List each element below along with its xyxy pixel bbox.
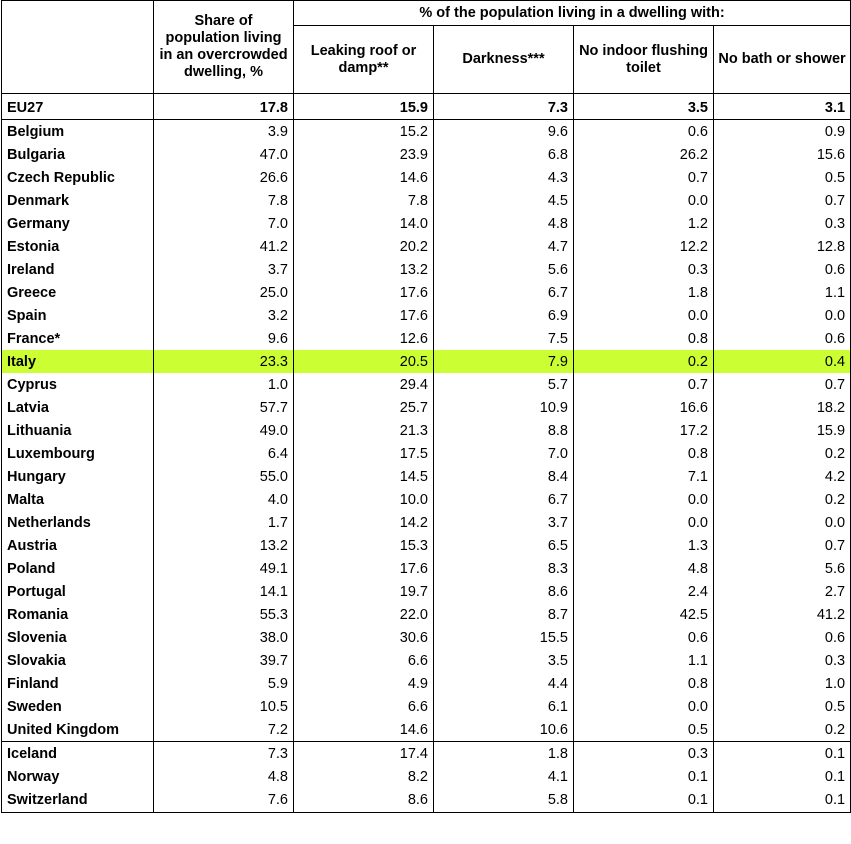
no-bath-cell: 0.0	[714, 511, 851, 534]
leaking-roof-cell: 19.7	[294, 580, 434, 603]
country-cell: Estonia	[2, 235, 154, 258]
no-toilet-cell: 0.7	[574, 373, 714, 396]
country-cell: Hungary	[2, 465, 154, 488]
leaking-roof-cell: 23.9	[294, 143, 434, 166]
table-row-sweden	[2, 695, 851, 718]
leaking-roof-cell: 17.6	[294, 281, 434, 304]
no-toilet-cell: 0.1	[574, 788, 714, 813]
darkness-cell: 4.1	[434, 765, 574, 788]
no-bath-cell: 0.7	[714, 534, 851, 557]
darkness-cell: 4.4	[434, 672, 574, 695]
no-toilet-cell: 16.6	[574, 396, 714, 419]
darkness-cell: 6.7	[434, 488, 574, 511]
table-row-finland	[2, 672, 851, 695]
no-toilet-cell: 26.2	[574, 143, 714, 166]
no-toilet-cell: 0.7	[574, 166, 714, 189]
no-toilet-cell: 2.4	[574, 580, 714, 603]
table-row-slovakia	[2, 649, 851, 672]
table-row-united-kingdom	[2, 718, 851, 742]
darkness-cell: 5.6	[434, 258, 574, 281]
no-bath-cell: 0.1	[714, 788, 851, 813]
darkness-cell: 3.7	[434, 511, 574, 534]
no-bath-cell: 1.0	[714, 672, 851, 695]
no-toilet-cell: 3.5	[574, 94, 714, 120]
leaking-roof-cell: 17.4	[294, 742, 434, 766]
leaking-roof-cell: 14.5	[294, 465, 434, 488]
table-header	[2, 1, 851, 94]
no-bath-cell: 0.5	[714, 695, 851, 718]
no-toilet-cell: 0.5	[574, 718, 714, 742]
country-cell: Luxembourg	[2, 442, 154, 465]
table-row-spain	[2, 304, 851, 327]
table-body	[2, 94, 851, 813]
overcrowded-cell: 25.0	[154, 281, 294, 304]
overcrowded-cell: 14.1	[154, 580, 294, 603]
no-bath-cell: 0.2	[714, 442, 851, 465]
no-bath-cell: 0.9	[714, 120, 851, 144]
country-cell: Romania	[2, 603, 154, 626]
overcrowded-cell: 10.5	[154, 695, 294, 718]
leaking-roof-cell: 4.9	[294, 672, 434, 695]
header-leaking-roof-column: Leaking roof or damp**	[294, 26, 434, 94]
table-row-greece	[2, 281, 851, 304]
overcrowded-cell: 1.0	[154, 373, 294, 396]
darkness-cell: 4.7	[434, 235, 574, 258]
darkness-cell: 6.7	[434, 281, 574, 304]
table-row-poland	[2, 557, 851, 580]
overcrowded-cell: 7.8	[154, 189, 294, 212]
darkness-cell: 4.3	[434, 166, 574, 189]
overcrowded-cell: 5.9	[154, 672, 294, 695]
table-row-france	[2, 327, 851, 350]
country-cell: Bulgaria	[2, 143, 154, 166]
overcrowded-cell: 3.2	[154, 304, 294, 327]
darkness-cell: 4.5	[434, 189, 574, 212]
leaking-roof-cell: 8.6	[294, 788, 434, 813]
table-row-luxembourg	[2, 442, 851, 465]
darkness-cell: 4.8	[434, 212, 574, 235]
table-row-italy	[2, 350, 851, 373]
overcrowded-cell: 38.0	[154, 626, 294, 649]
no-bath-cell: 0.6	[714, 327, 851, 350]
country-cell: Poland	[2, 557, 154, 580]
overcrowded-cell: 7.0	[154, 212, 294, 235]
no-toilet-cell: 0.6	[574, 120, 714, 144]
country-cell: Greece	[2, 281, 154, 304]
darkness-cell: 7.5	[434, 327, 574, 350]
leaking-roof-cell: 14.6	[294, 166, 434, 189]
table-row-germany	[2, 212, 851, 235]
country-cell: Slovenia	[2, 626, 154, 649]
country-cell: Lithuania	[2, 419, 154, 442]
no-toilet-cell: 17.2	[574, 419, 714, 442]
leaking-roof-cell: 6.6	[294, 695, 434, 718]
darkness-cell: 8.3	[434, 557, 574, 580]
table-row-netherlands	[2, 511, 851, 534]
overcrowded-cell: 7.6	[154, 788, 294, 813]
table-row-bulgaria	[2, 143, 851, 166]
leaking-roof-cell: 15.2	[294, 120, 434, 144]
leaking-roof-cell: 14.6	[294, 718, 434, 742]
darkness-cell: 7.3	[434, 94, 574, 120]
no-toilet-cell: 12.2	[574, 235, 714, 258]
table-row-eu27	[2, 94, 851, 120]
country-cell: Sweden	[2, 695, 154, 718]
overcrowded-cell: 6.4	[154, 442, 294, 465]
table-row-switzerland	[2, 788, 851, 813]
overcrowded-cell: 57.7	[154, 396, 294, 419]
country-cell: Netherlands	[2, 511, 154, 534]
table-row-hungary	[2, 465, 851, 488]
country-cell: Austria	[2, 534, 154, 557]
no-toilet-cell: 0.0	[574, 488, 714, 511]
no-toilet-cell: 0.8	[574, 442, 714, 465]
darkness-cell: 6.9	[434, 304, 574, 327]
darkness-cell: 5.7	[434, 373, 574, 396]
country-cell: Norway	[2, 765, 154, 788]
country-cell: Czech Republic	[2, 166, 154, 189]
leaking-roof-cell: 14.2	[294, 511, 434, 534]
leaking-roof-cell: 20.2	[294, 235, 434, 258]
darkness-cell: 7.9	[434, 350, 574, 373]
country-cell: Switzerland	[2, 788, 154, 813]
country-cell: Denmark	[2, 189, 154, 212]
leaking-roof-cell: 17.6	[294, 557, 434, 580]
no-bath-cell: 0.7	[714, 189, 851, 212]
overcrowded-cell: 23.3	[154, 350, 294, 373]
header-no-toilet-column: No indoor flushing toilet	[574, 26, 714, 94]
no-bath-cell: 0.3	[714, 212, 851, 235]
no-bath-cell: 0.0	[714, 304, 851, 327]
no-toilet-cell: 1.3	[574, 534, 714, 557]
no-toilet-cell: 1.8	[574, 281, 714, 304]
country-cell: Belgium	[2, 120, 154, 144]
header-country-column	[2, 1, 154, 94]
no-toilet-cell: 0.0	[574, 304, 714, 327]
header-darkness-column: Darkness***	[434, 26, 574, 94]
no-bath-cell: 41.2	[714, 603, 851, 626]
country-cell: Portugal	[2, 580, 154, 603]
header-no-bath-column: No bath or shower	[714, 26, 851, 94]
no-bath-cell: 15.9	[714, 419, 851, 442]
no-toilet-cell: 0.0	[574, 511, 714, 534]
leaking-roof-cell: 13.2	[294, 258, 434, 281]
darkness-cell: 5.8	[434, 788, 574, 813]
overcrowded-cell: 26.6	[154, 166, 294, 189]
table-row-estonia	[2, 235, 851, 258]
darkness-cell: 7.0	[434, 442, 574, 465]
darkness-cell: 8.7	[434, 603, 574, 626]
overcrowded-cell: 55.3	[154, 603, 294, 626]
no-bath-cell: 0.2	[714, 718, 851, 742]
no-toilet-cell: 1.1	[574, 649, 714, 672]
no-toilet-cell: 0.1	[574, 765, 714, 788]
overcrowded-cell: 47.0	[154, 143, 294, 166]
country-cell: Ireland	[2, 258, 154, 281]
darkness-cell: 8.4	[434, 465, 574, 488]
table-row-austria	[2, 534, 851, 557]
no-toilet-cell: 0.8	[574, 327, 714, 350]
no-bath-cell: 18.2	[714, 396, 851, 419]
no-bath-cell: 2.7	[714, 580, 851, 603]
leaking-roof-cell: 15.9	[294, 94, 434, 120]
table-row-slovenia	[2, 626, 851, 649]
no-toilet-cell: 0.6	[574, 626, 714, 649]
no-toilet-cell: 4.8	[574, 557, 714, 580]
no-bath-cell: 4.2	[714, 465, 851, 488]
leaking-roof-cell: 17.6	[294, 304, 434, 327]
leaking-roof-cell: 12.6	[294, 327, 434, 350]
header-group-dwelling-with: % of the population living in a dwelling with:	[294, 1, 851, 26]
overcrowded-cell: 17.8	[154, 94, 294, 120]
no-toilet-cell: 0.2	[574, 350, 714, 373]
darkness-cell: 9.6	[434, 120, 574, 144]
no-bath-cell: 0.6	[714, 626, 851, 649]
overcrowded-cell: 41.2	[154, 235, 294, 258]
no-bath-cell: 0.1	[714, 765, 851, 788]
country-cell: Slovakia	[2, 649, 154, 672]
table-row-belgium	[2, 120, 851, 144]
darkness-cell: 8.6	[434, 580, 574, 603]
darkness-cell: 8.8	[434, 419, 574, 442]
darkness-cell: 10.6	[434, 718, 574, 742]
no-bath-cell: 0.1	[714, 742, 851, 766]
overcrowded-cell: 13.2	[154, 534, 294, 557]
overcrowded-cell: 3.9	[154, 120, 294, 144]
no-toilet-cell: 0.0	[574, 695, 714, 718]
darkness-cell: 6.8	[434, 143, 574, 166]
table-row-malta	[2, 488, 851, 511]
table-row-romania	[2, 603, 851, 626]
leaking-roof-cell: 6.6	[294, 649, 434, 672]
overcrowded-cell: 3.7	[154, 258, 294, 281]
no-toilet-cell: 0.8	[574, 672, 714, 695]
header-overcrowded-column: Share of population living in an overcrowded dwelling, %	[154, 1, 294, 94]
table-row-ireland	[2, 258, 851, 281]
overcrowded-cell: 55.0	[154, 465, 294, 488]
no-bath-cell: 0.3	[714, 649, 851, 672]
housing-conditions-table	[1, 0, 851, 813]
no-bath-cell: 12.8	[714, 235, 851, 258]
overcrowded-cell: 39.7	[154, 649, 294, 672]
overcrowded-cell: 49.1	[154, 557, 294, 580]
no-bath-cell: 3.1	[714, 94, 851, 120]
table-row-czech-republic	[2, 166, 851, 189]
overcrowded-cell: 9.6	[154, 327, 294, 350]
no-bath-cell: 15.6	[714, 143, 851, 166]
leaking-roof-cell: 29.4	[294, 373, 434, 396]
no-bath-cell: 0.4	[714, 350, 851, 373]
leaking-roof-cell: 17.5	[294, 442, 434, 465]
table-row-cyprus	[2, 373, 851, 396]
leaking-roof-cell: 20.5	[294, 350, 434, 373]
leaking-roof-cell: 14.0	[294, 212, 434, 235]
overcrowded-cell: 7.3	[154, 742, 294, 766]
leaking-roof-cell: 7.8	[294, 189, 434, 212]
leaking-roof-cell: 30.6	[294, 626, 434, 649]
no-bath-cell: 5.6	[714, 557, 851, 580]
no-bath-cell: 0.5	[714, 166, 851, 189]
country-cell: United Kingdom	[2, 718, 154, 742]
no-bath-cell: 1.1	[714, 281, 851, 304]
darkness-cell: 6.1	[434, 695, 574, 718]
leaking-roof-cell: 15.3	[294, 534, 434, 557]
country-cell: Italy	[2, 350, 154, 373]
no-toilet-cell: 0.0	[574, 189, 714, 212]
leaking-roof-cell: 21.3	[294, 419, 434, 442]
darkness-cell: 10.9	[434, 396, 574, 419]
country-cell: Latvia	[2, 396, 154, 419]
table-row-norway	[2, 765, 851, 788]
leaking-roof-cell: 22.0	[294, 603, 434, 626]
country-cell: Spain	[2, 304, 154, 327]
no-bath-cell: 0.2	[714, 488, 851, 511]
overcrowded-cell: 4.0	[154, 488, 294, 511]
no-bath-cell: 0.7	[714, 373, 851, 396]
overcrowded-cell: 1.7	[154, 511, 294, 534]
table-row-portugal	[2, 580, 851, 603]
no-toilet-cell: 7.1	[574, 465, 714, 488]
table-row-denmark	[2, 189, 851, 212]
country-cell: Iceland	[2, 742, 154, 766]
overcrowded-cell: 7.2	[154, 718, 294, 742]
country-cell: Malta	[2, 488, 154, 511]
country-cell: Finland	[2, 672, 154, 695]
darkness-cell: 6.5	[434, 534, 574, 557]
leaking-roof-cell: 8.2	[294, 765, 434, 788]
country-cell: Germany	[2, 212, 154, 235]
table-row-iceland	[2, 742, 851, 766]
country-cell: EU27	[2, 94, 154, 120]
no-toilet-cell: 1.2	[574, 212, 714, 235]
darkness-cell: 15.5	[434, 626, 574, 649]
country-cell: France*	[2, 327, 154, 350]
darkness-cell: 3.5	[434, 649, 574, 672]
table-row-latvia	[2, 396, 851, 419]
no-toilet-cell: 42.5	[574, 603, 714, 626]
no-toilet-cell: 0.3	[574, 258, 714, 281]
country-cell: Cyprus	[2, 373, 154, 396]
leaking-roof-cell: 10.0	[294, 488, 434, 511]
no-toilet-cell: 0.3	[574, 742, 714, 766]
leaking-roof-cell: 25.7	[294, 396, 434, 419]
darkness-cell: 1.8	[434, 742, 574, 766]
overcrowded-cell: 4.8	[154, 765, 294, 788]
table-row-lithuania	[2, 419, 851, 442]
no-bath-cell: 0.6	[714, 258, 851, 281]
overcrowded-cell: 49.0	[154, 419, 294, 442]
